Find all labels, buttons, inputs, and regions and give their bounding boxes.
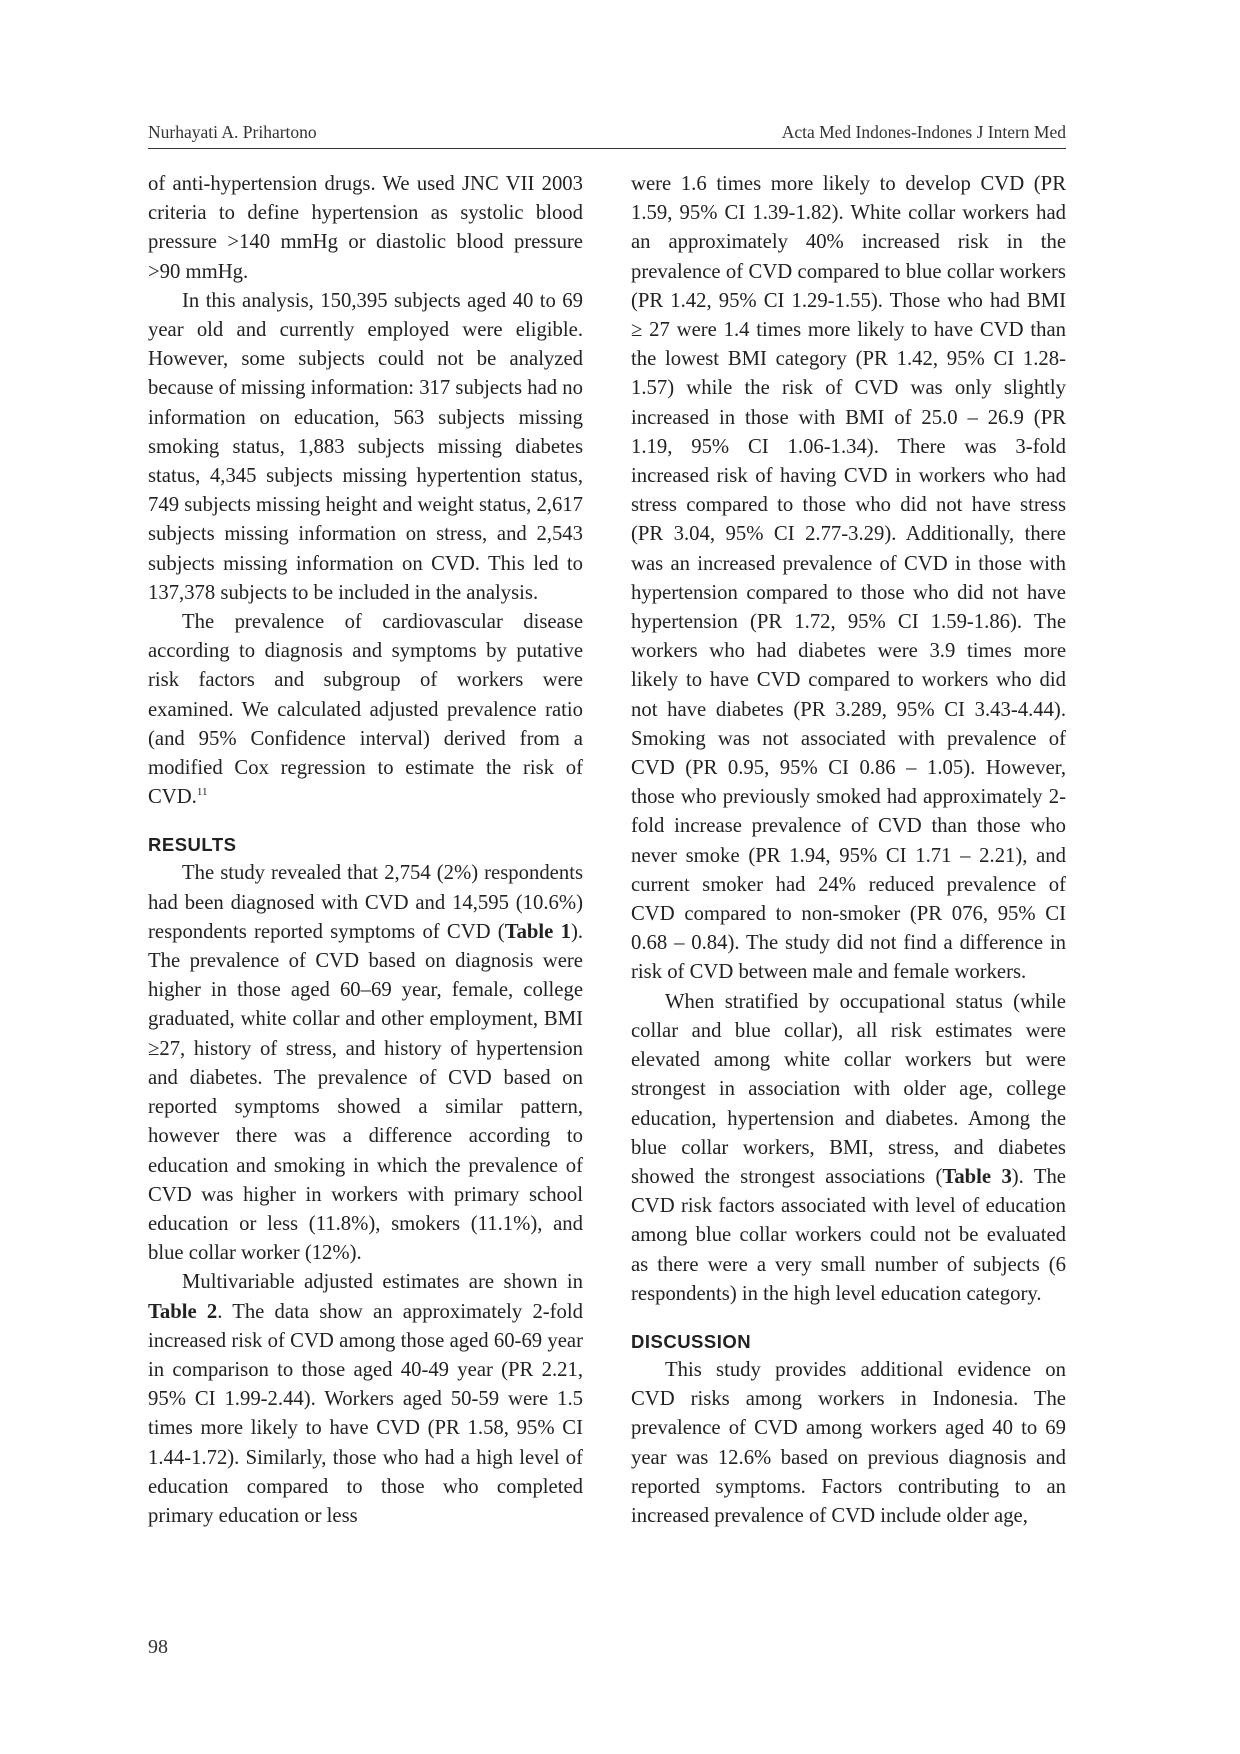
text-span: When stratified by occupational status (while collar and blue collar), all risk estimates were elevated among white collar workers but were strongest in association with older age, college education, hypertension and diabetes. Among the blue collar workers, BMI, stress, and diabetes showed the strongest associations ( — [631, 990, 1066, 1188]
paragraph-discussion: This study provides additional evidence on CVD risks among workers in Indonesia. The prevalence of CVD among workers aged 40 to 69 year was 12.6% based on previous diagnosis and reported symptoms. Factors contributing to an increased prevalence of CVD include older age, — [631, 1358, 1066, 1527]
paragraph-methods-text: The prevalence of cardiovascular disease according to diagnosis and symptoms by putative risk factors and subgroup of workers were examined. We calculated adjusted prevalence ratio (and 95% Confidence interval) derived from a modified Cox regression to estimate the risk of CVD. — [148, 611, 583, 809]
paragraph-risk-estimates: were 1.6 times more likely to develop CVD (PR 1.59, 95% CI 1.39-1.82). White collar workers had an approximately 40% increased risk in the prevalence of CVD compared to blue collar workers (PR 1.42, 95% CI 1.29-1.55). Those who had BMI ≥ 27 were 1.4 times more likely to have CVD than the lowest BMI category (PR 1.42, 95% CI 1.28-1.57) while the risk of CVD was only slightly increased in those with BMI of 25.0 – 26.9 (PR 1.19, 95% CI 1.06-1.34). There was 3-fold increased risk of having CVD in workers who had stress compared to those who did not have stress (PR 3.04, 95% CI 2.77-3.29). Additionally, there was an increased prevalence of CVD in those with hypertension compared to those who did not have hypertension (PR 1.72, 95% CI 1.59-1.86). The workers who had diabetes were 3.9 times more likely to have CVD compared to workers who did not have diabetes (PR 3.289, 95% CI 3.43-4.44). Smoking was not associated with prevalence of CVD (PR 0.95, 95% CI 0.86 – 1.05). However, those who previously smoked had approximately 2-fold increase prevalence of CVD than those who never smoke (PR 1.94, 95% CI 1.71 – 2.21), and current smoker had 24% reduced prevalence of CVD compared to non-smoker (PR 076, 95% CI 0.68 – 0.84). The study did not find a difference in risk of CVD between male and female workers. — [631, 173, 1066, 984]
text-span: The study revealed that 2,754 (2%) respondents had been diagnosed with CVD and 14,595 (10.6%) respondents reported symptoms of CVD ( — [148, 862, 583, 943]
text-span: Multivariable adjusted estimates are shown in — [182, 1271, 583, 1294]
page-number: 98 — [148, 1636, 168, 1658]
running-header — [148, 122, 1066, 149]
header-journal: Acta Med Indones-Indones J Intern Med — [781, 122, 1066, 142]
table-3-ref: Table 3 — [942, 1165, 1012, 1188]
paragraph-results-prevalence — [148, 859, 583, 1268]
table-2-ref: Table 2 — [148, 1300, 218, 1323]
left-column — [148, 170, 583, 1531]
text-span: . The data show an approximately 2-fold increased risk of CVD among those aged 60-69 year in comparison to those aged 40-49 year (PR 2.21, 95% CI 1.99-2.44). Workers aged 50-59 were 1.5 times more likely to have CVD (PR 1.58, 95% CI 1.44-1.72). Similarly, those who had a high level of education compared to those who completed primary education or less — [148, 1300, 583, 1527]
right-column — [631, 170, 1066, 1531]
discussion-heading: DISCUSSION — [631, 1330, 752, 1352]
paragraph-methods — [148, 608, 583, 812]
text-span: ). The CVD risk factors associated with level of education among blue collar workers could not be evaluated as there were a very small number of subjects (6 respondents) in the high level education category. — [631, 1165, 1066, 1305]
table-1-ref: Table 1 — [504, 920, 571, 943]
citation-ref: 11 — [196, 786, 208, 799]
paragraph-stratified — [631, 988, 1066, 1309]
header-author: Nurhayati A. Prihartono — [148, 122, 317, 142]
results-heading: RESULTS — [148, 834, 237, 856]
paragraph-subjects: In this analysis, 150,395 subjects aged 40 to 69 year old and currently employed were eligible. However, some subjects could not be analyzed because of missing information: 317 subjects had no information on education, 563 subjects missing smoking status, 1,883 subjects missing diabetes status, 4,345 subjects missing hypertention status, 749 subjects missing height and weight status, 2,617 subjects missing information on stress, and 2,543 subjects missing information on CVD. This led to 137,378 subjects to be included in the analysis. — [148, 289, 583, 604]
text-span: ). The prevalence of CVD based on diagnosis were higher in those aged 60–69 year, female, college graduated, white collar and other employment, BMI ≥27, history of stress, and history of hypertension and diabetes. The prevalence of CVD based on reported symptoms showed a similar pattern, however there was a difference according to education and smoking in which the prevalence of CVD was higher in workers with primary school education or less (11.8%), smokers (11.1%), and blue collar worker (12%). — [148, 920, 583, 1265]
paragraph-multivariable — [148, 1268, 583, 1531]
paragraph-hypertension-criteria: of anti-hypertension drugs. We used JNC VII 2003 criteria to define hypertension as systolic blood pressure >140 mmHg or diastolic blood pressure >90 mmHg. — [148, 173, 583, 283]
